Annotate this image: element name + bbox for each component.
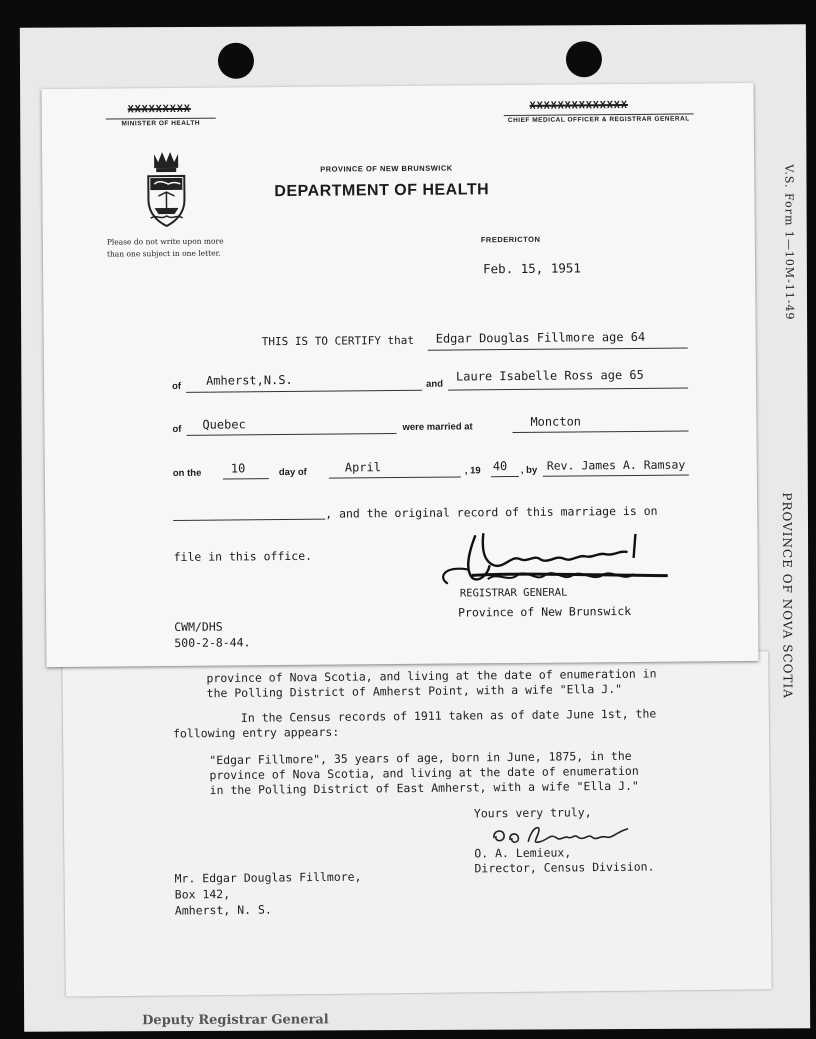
year-underline: [491, 476, 519, 477]
record-text: , and the original record of this marriage is on: [325, 503, 658, 521]
blank-underline: [173, 519, 325, 521]
certify-text: THIS IS TO CERTIFY that: [261, 333, 415, 349]
month-underline: [329, 476, 461, 478]
marriage-place-field: Moncton: [530, 414, 582, 429]
registrar-province-label: Province of New Brunswick: [458, 603, 632, 620]
officiant-underline: [543, 474, 689, 476]
letter-line: province of Nova Scotia, and living at the date of enumeration: [209, 763, 639, 783]
marriage-place-underline: [513, 430, 689, 433]
instruction-line: than one subject in one letter.: [106, 248, 221, 259]
day-underline: [223, 478, 269, 479]
month-field: April: [344, 460, 381, 475]
letter-line: province of Nova Scotia, and living at the date of enumeration in: [206, 666, 657, 686]
day-of-label: day of: [278, 466, 307, 479]
registrar-general-label: REGISTRAR GENERAL: [459, 586, 568, 600]
signer-title: Director, Census Division.: [474, 859, 655, 876]
groom-field: Edgar Douglas Fillmore age 64: [435, 329, 646, 346]
letter-line: In the Census records of 1911 taken as of date June 1st, the: [240, 706, 657, 725]
minister-of-health-label: MINISTER OF HEALTH: [106, 118, 216, 128]
year-field: 40: [492, 459, 508, 474]
bride-field: Laure Isabelle Ross age 65: [455, 367, 644, 384]
punch-hole-left: [218, 43, 254, 79]
instruction-note: [107, 235, 247, 260]
bride-underline: [448, 387, 688, 390]
day-field: 10: [230, 461, 246, 476]
registrar-signature: [427, 523, 688, 595]
province-nova-scotia-label: PROVINCE OF NOVA SCOTIA: [779, 492, 795, 699]
letter-line: in the Polling District of East Amherst, with a wife "Ella J.": [209, 778, 639, 798]
address-line: Amherst, N. S.: [174, 902, 272, 918]
groom-place-field: Amherst,N.S.: [205, 372, 293, 388]
year-prefix: , 19: [464, 465, 481, 477]
reference-code: CWM/DHS: [174, 619, 223, 634]
form-number-label: V.S. Form 1—10M-11-49: [782, 164, 797, 321]
on-the-label: on the: [172, 467, 202, 479]
of-label: of: [172, 380, 182, 392]
chief-medical-officer-label: CHIEF MEDICAL OFFICER & REGISTRAR GENERAL: [504, 113, 694, 124]
letter-line: following entry appears:: [172, 724, 340, 741]
registrar-name-struck: XXXXXXXXXXXXXX: [529, 100, 629, 112]
minister-name-struck: XXXXXXXXX: [127, 103, 191, 116]
address-line: Box 142,: [174, 886, 231, 902]
deputy-registrar-label: Deputy Registrar General: [142, 1012, 329, 1029]
and-label: and: [426, 378, 444, 390]
punch-hole-right: [566, 41, 602, 77]
bride-place-underline: [187, 433, 397, 436]
married-at-label: were married at: [402, 421, 473, 433]
letter-closing: Yours very truly,: [473, 805, 592, 821]
of-label: of: [172, 423, 182, 435]
groom-place-underline: [186, 390, 422, 393]
census-letter: [62, 651, 772, 996]
marriage-certificate: [41, 83, 758, 667]
new-brunswick-crest-icon: [140, 148, 193, 228]
location-label: FREDERICTON: [480, 234, 541, 245]
instruction-line: Please do not write upon more: [106, 236, 224, 247]
department-title: DEPARTMENT OF HEALTH: [274, 181, 490, 201]
letter-line: "Edgar Fillmore", 35 years of age, born in June, 1875, in the: [209, 748, 632, 768]
reference-number: 500-2-8-44.: [174, 635, 251, 650]
certificate-date: Feb. 15, 1951: [483, 260, 581, 277]
signer-name: O. A. Lemieux,: [474, 845, 572, 861]
province-label: PROVINCE OF NEW BRUNSWICK: [320, 163, 453, 174]
bride-place-field: Quebec: [202, 417, 246, 432]
groom-underline: [428, 347, 688, 350]
by-label: , by: [520, 464, 538, 476]
letter-line: the Polling District of Amherst Point, with a wife "Ella J.": [206, 681, 623, 701]
address-line: Mr. Edgar Douglas Fillmore,: [174, 869, 362, 886]
officiant-field: Rev. James A. Ramsay: [546, 457, 686, 473]
file-text: file in this office.: [173, 548, 313, 564]
